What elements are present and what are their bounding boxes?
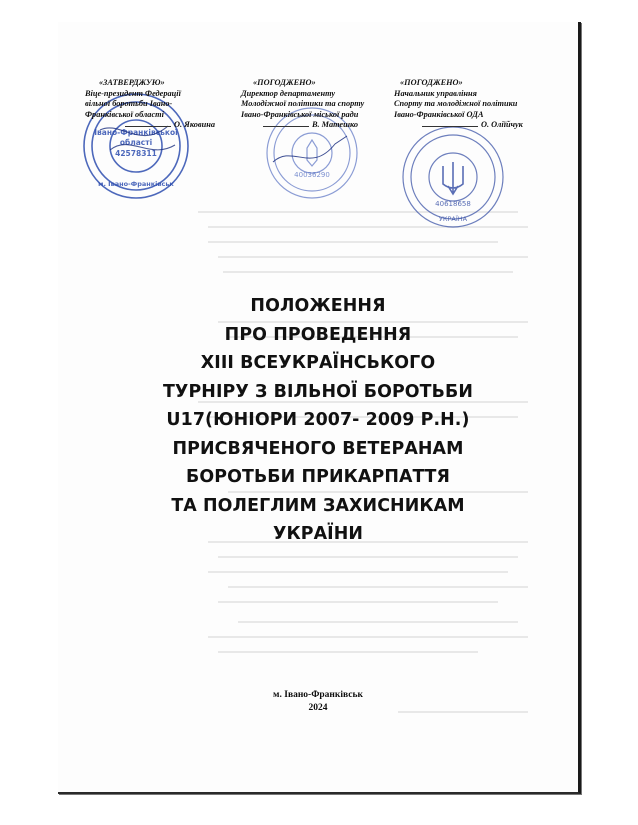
approval-line: вільної боротьби Івано- [85, 99, 173, 108]
stamp-left-text-1: Івано-Франківської [94, 128, 178, 137]
stamp-right-code: 40618658 [435, 200, 471, 208]
approval-line: Спорту та молодіжної політики [394, 99, 518, 108]
approval-line: Франківської області [85, 109, 164, 119]
approval-heading: «ЗАТВЕРДЖУЮ» [99, 78, 165, 87]
signature-line [125, 120, 171, 127]
approval-block-approve [85, 78, 225, 131]
footer-year: 2024 [308, 703, 328, 713]
title-line: U17(ЮНІОРИ 2007- 2009 Р.Н.) [166, 410, 470, 430]
approval-line: Віце-президент Федерації [85, 88, 181, 98]
signature-name: О. Оліїйчук [481, 120, 523, 129]
title-line: БОРОТЬБИ ПРИКАРПАТТЯ [186, 467, 450, 487]
signature-name: В. Матешко [312, 120, 359, 129]
title-line: ПОЛОЖЕННЯ [250, 296, 386, 316]
document-footer [58, 689, 578, 715]
footer-city: м. Івано-Франківськ [273, 690, 363, 700]
stamp-right-word: УКРАЇНА [438, 215, 468, 223]
title-line: XIII ВСЕУКРАЇНСЬКОГО [200, 353, 436, 373]
trident-icon [443, 162, 463, 194]
stamp-left-text-3: 42578311 [115, 149, 157, 158]
approval-line: Івано-Франківської ОДА [394, 109, 484, 119]
approval-block-agreed-city [241, 78, 391, 131]
approval-heading: «ПОГОДЖЕНО» [253, 78, 316, 87]
signature-name: О. Яковина [174, 120, 215, 129]
right-round-stamp [398, 122, 508, 232]
stamp-left-text-2: області [119, 138, 153, 147]
title-line: УКРАЇНИ [272, 524, 364, 544]
approval-line: Директор департаменту [241, 88, 336, 98]
document-page [58, 22, 581, 794]
title-line: ТУРНІРУ З ВІЛЬНОЇ БОРОТЬБИ [162, 381, 474, 402]
stamp-middle-code: 40036290 [294, 171, 330, 179]
approval-block-agreed-region [394, 78, 544, 131]
title-line: ПРО ПРОВЕДЕННЯ [224, 324, 412, 345]
stamp-left-text-4: м. Івано-Франківськ [98, 180, 174, 188]
approval-line: Начальник управління [394, 88, 477, 98]
document-title [58, 292, 578, 549]
approval-line: Молодіжної політики та спорту [241, 99, 365, 108]
signature-line [422, 120, 478, 127]
approval-heading: «ПОГОДЖЕНО» [400, 78, 463, 87]
title-line: ПРИСВЯЧЕНОГО ВЕТЕРАНАМ [172, 438, 464, 459]
approval-line: Івано-Франківської міської ради [241, 109, 359, 119]
title-line: ТА ПОЛЕГЛИМ ЗАХИСНИКАМ [171, 495, 465, 516]
signature-line [263, 120, 309, 127]
